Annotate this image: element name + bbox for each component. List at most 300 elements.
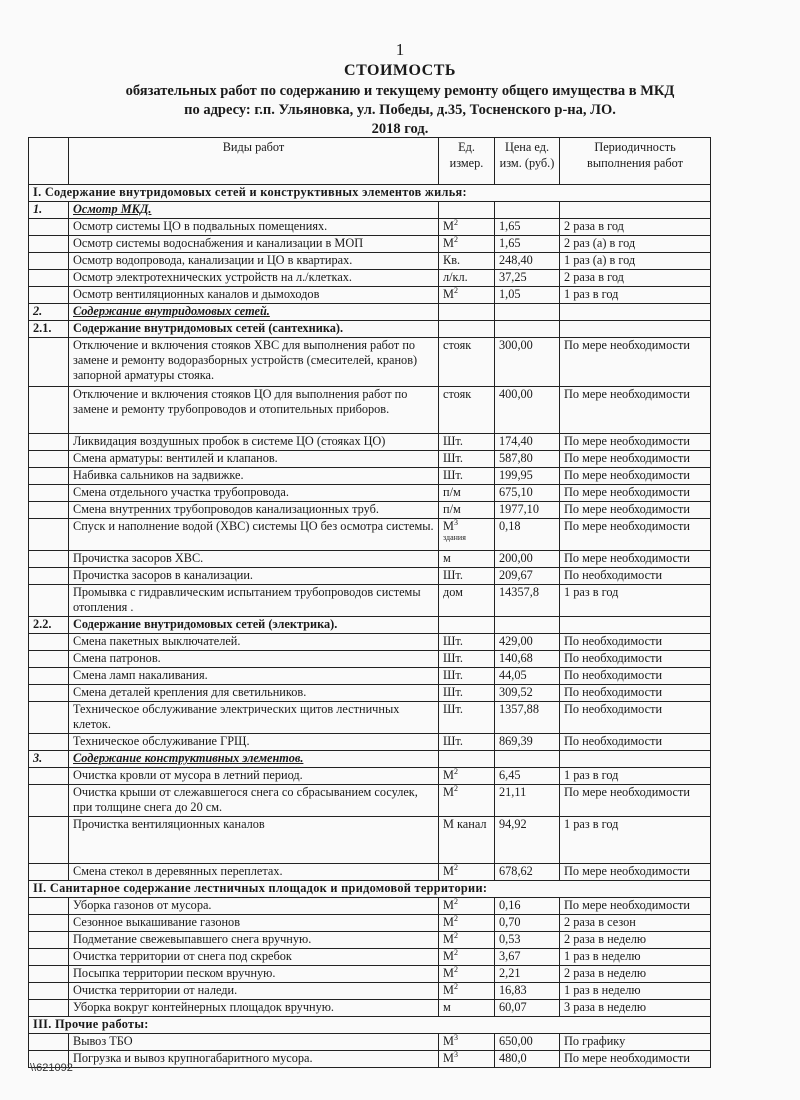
group-number: 2.2.	[29, 617, 69, 634]
group-number: 2.1.	[29, 321, 69, 338]
unit-superscript: 2	[453, 914, 458, 923]
unit-text: Шт.	[443, 568, 463, 582]
unit-cell	[439, 685, 495, 702]
unit-cell	[439, 485, 495, 502]
price-cell: 0,16	[495, 898, 560, 915]
header-unit: Ед. измер.	[439, 138, 495, 185]
document-address: по адресу: г.п. Ульяновка, ул. Победы, д.35, Тосненского р-на, ЛО.	[184, 102, 616, 118]
work-cell: Смена отдельного участка трубопровода.	[69, 485, 439, 502]
unit-cell	[439, 1000, 495, 1017]
work-cell: Ликвидация воздушных пробок в системе ЦО (стояках ЦО)	[69, 434, 439, 451]
row-number	[29, 585, 69, 617]
work-cell: Набивка сальников на задвижке.	[69, 468, 439, 485]
empty-cell	[560, 304, 711, 321]
row-number	[29, 468, 69, 485]
row-number	[29, 253, 69, 270]
price-cell: 174,40	[495, 434, 560, 451]
work-cell: Подметание свежевыпавшего снега вручную.	[69, 932, 439, 949]
unit-text: М	[443, 236, 454, 250]
table-row	[29, 915, 711, 932]
period-cell: 2 раза в неделю	[560, 932, 711, 949]
work-cell: Прочистка засоров в канализации.	[69, 568, 439, 585]
unit-cell	[439, 864, 495, 881]
price-cell: 209,67	[495, 568, 560, 585]
unit-text: М	[443, 915, 454, 929]
table-row	[29, 502, 711, 519]
row-number	[29, 1034, 69, 1051]
unit-text: Шт.	[443, 651, 463, 665]
group-row	[29, 202, 711, 219]
work-cell: Техническое обслуживание ГРЩ.	[69, 734, 439, 751]
header-price: Цена ед. изм. (руб.)	[495, 138, 560, 185]
work-cell: Уборка вокруг контейнерных площадок вручную.	[69, 1000, 439, 1017]
period-cell: По графику	[560, 1034, 711, 1051]
unit-superscript: 2	[453, 965, 458, 974]
group-number: 3.	[29, 751, 69, 768]
row-number	[29, 817, 69, 864]
empty-cell	[439, 304, 495, 321]
price-cell: 675,10	[495, 485, 560, 502]
price-cell: 6,45	[495, 768, 560, 785]
unit-text: л/кл.	[443, 270, 468, 284]
row-number	[29, 898, 69, 915]
unit-cell	[439, 932, 495, 949]
unit-superscript: 2	[453, 863, 458, 872]
table-row	[29, 1000, 711, 1017]
period-cell: По мере необходимости	[560, 898, 711, 915]
price-cell: 1,65	[495, 236, 560, 253]
row-number	[29, 502, 69, 519]
document-code: \\621092	[30, 1062, 73, 1074]
work-cell: Смена деталей крепления для светильников.	[69, 685, 439, 702]
price-cell: 1357,88	[495, 702, 560, 734]
row-number	[29, 932, 69, 949]
group-title: Осмотр МКД.	[69, 202, 439, 219]
price-cell: 2,21	[495, 966, 560, 983]
empty-cell	[495, 304, 560, 321]
period-cell: По мере необходимости	[560, 468, 711, 485]
unit-note: здания	[443, 533, 466, 542]
table-row	[29, 785, 711, 817]
unit-text: М	[443, 785, 454, 799]
empty-cell	[495, 751, 560, 768]
empty-cell	[439, 202, 495, 219]
table-row	[29, 817, 711, 864]
unit-cell	[439, 1034, 495, 1051]
price-cell: 480,0	[495, 1051, 560, 1068]
unit-cell	[439, 983, 495, 1000]
unit-text: Кв.	[443, 253, 461, 267]
unit-cell	[439, 668, 495, 685]
group-row	[29, 304, 711, 321]
table-row	[29, 1051, 711, 1068]
group-row	[29, 751, 711, 768]
unit-cell	[439, 898, 495, 915]
table-row	[29, 236, 711, 253]
price-cell: 1,65	[495, 219, 560, 236]
unit-cell	[439, 551, 495, 568]
period-cell: 1 раз (а) в год	[560, 253, 711, 270]
row-number	[29, 568, 69, 585]
price-cell: 678,62	[495, 864, 560, 881]
period-cell: По мере необходимости	[560, 485, 711, 502]
unit-superscript: 3	[453, 1050, 458, 1059]
price-cell: 60,07	[495, 1000, 560, 1017]
period-cell: По необходимости	[560, 634, 711, 651]
works-table	[28, 137, 711, 1068]
section-title: III. Прочие работы:	[29, 1017, 711, 1034]
period-cell: 2 раза в год	[560, 219, 711, 236]
period-cell: По необходимости	[560, 651, 711, 668]
price-cell: 0,18	[495, 519, 560, 551]
period-cell: 1 раз в год	[560, 817, 711, 864]
work-cell: Промывка с гидравлическим испытанием трубопроводов системы отопления .	[69, 585, 439, 617]
unit-cell	[439, 236, 495, 253]
subgroup-row	[29, 617, 711, 634]
price-cell: 0,70	[495, 915, 560, 932]
work-cell: Отключение и включения стояков ХВС для выполнения работ по замене и ремонту водоразборных устройств (смесителей, кранов) запорной арматуры стояка.	[69, 338, 439, 387]
price-cell: 140,68	[495, 651, 560, 668]
unit-cell	[439, 966, 495, 983]
work-cell: Отключение и включения стояков ЦО для выполнения работ по замене и ремонту трубопроводов и отопительных приборов.	[69, 387, 439, 434]
work-cell: Очистка кровли от мусора в летний период.	[69, 768, 439, 785]
work-cell: Погрузка и вывоз крупногабаритного мусора.	[69, 1051, 439, 1068]
row-number	[29, 702, 69, 734]
unit-cell	[439, 949, 495, 966]
price-cell: 44,05	[495, 668, 560, 685]
unit-text: М	[443, 949, 454, 963]
period-cell: По необходимости	[560, 702, 711, 734]
unit-superscript: 2	[453, 982, 458, 991]
row-number	[29, 338, 69, 387]
table-body	[29, 185, 711, 1068]
row-number	[29, 785, 69, 817]
unit-cell	[439, 702, 495, 734]
unit-superscript: 2	[453, 897, 458, 906]
row-number	[29, 485, 69, 502]
document-title: СТОИМОСТЬ	[344, 62, 456, 79]
unit-cell	[439, 387, 495, 434]
unit-cell	[439, 451, 495, 468]
unit-superscript: 2	[453, 235, 458, 244]
unit-cell	[439, 915, 495, 932]
period-cell: По мере необходимости	[560, 519, 711, 551]
row-number	[29, 387, 69, 434]
work-cell: Очистка территории от наледи.	[69, 983, 439, 1000]
price-cell: 300,00	[495, 338, 560, 387]
period-cell: По мере необходимости	[560, 551, 711, 568]
unit-text: м	[443, 1000, 451, 1014]
table-row	[29, 966, 711, 983]
work-cell: Вывоз ТБО	[69, 1034, 439, 1051]
price-cell: 3,67	[495, 949, 560, 966]
empty-cell	[439, 751, 495, 768]
row-number	[29, 983, 69, 1000]
period-cell: По мере необходимости	[560, 864, 711, 881]
price-cell: 400,00	[495, 387, 560, 434]
period-cell: 3 раза в неделю	[560, 1000, 711, 1017]
table-row	[29, 519, 711, 551]
empty-cell	[439, 617, 495, 634]
unit-text: стояк	[443, 387, 472, 401]
period-cell: 1 раз в неделю	[560, 949, 711, 966]
unit-superscript: 2	[453, 931, 458, 940]
table-row	[29, 864, 711, 881]
table-row	[29, 585, 711, 617]
period-cell: По мере необходимости	[560, 387, 711, 434]
unit-text: п/м	[443, 502, 461, 516]
table-row	[29, 219, 711, 236]
table-row	[29, 451, 711, 468]
unit-text: Шт.	[443, 685, 463, 699]
row-number	[29, 768, 69, 785]
unit-cell	[439, 270, 495, 287]
header-number	[29, 138, 69, 185]
price-cell: 429,00	[495, 634, 560, 651]
table-row	[29, 949, 711, 966]
unit-text: М	[443, 1051, 454, 1065]
unit-cell	[439, 768, 495, 785]
group-number: 1.	[29, 202, 69, 219]
table-row	[29, 434, 711, 451]
unit-cell	[439, 651, 495, 668]
unit-text: Шт.	[443, 702, 463, 716]
section-row	[29, 185, 711, 202]
table-row	[29, 338, 711, 387]
row-number	[29, 1000, 69, 1017]
unit-text: М	[443, 219, 454, 233]
header-period: Периодичность выполнения работ	[560, 138, 711, 185]
unit-superscript: 3	[453, 1033, 458, 1042]
period-cell: 2 раза в год	[560, 270, 711, 287]
unit-text: п/м	[443, 485, 461, 499]
empty-cell	[439, 321, 495, 338]
price-cell: 94,92	[495, 817, 560, 864]
period-cell: По необходимости	[560, 685, 711, 702]
unit-text: Шт.	[443, 734, 463, 748]
period-cell: По мере необходимости	[560, 785, 711, 817]
table-row	[29, 983, 711, 1000]
price-cell: 200,00	[495, 551, 560, 568]
table-row	[29, 568, 711, 585]
unit-text: дом	[443, 585, 463, 599]
empty-cell	[560, 617, 711, 634]
table-row	[29, 253, 711, 270]
unit-cell	[439, 219, 495, 236]
row-number	[29, 864, 69, 881]
unit-cell	[439, 468, 495, 485]
row-number	[29, 519, 69, 551]
unit-text: М	[443, 864, 454, 878]
unit-text: М	[443, 519, 454, 533]
empty-cell	[560, 202, 711, 219]
price-cell: 309,52	[495, 685, 560, 702]
work-cell: Осмотр водопровода, канализации и ЦО в квартирах.	[69, 253, 439, 270]
unit-text: М	[443, 287, 454, 301]
table-row	[29, 387, 711, 434]
unit-superscript: 2	[453, 784, 458, 793]
work-cell: Смена патронов.	[69, 651, 439, 668]
document-year: 2018 год.	[371, 121, 429, 137]
period-cell: 1 раз в год	[560, 287, 711, 304]
row-number	[29, 634, 69, 651]
period-cell: 1 раз в год	[560, 585, 711, 617]
table-row	[29, 932, 711, 949]
table-row	[29, 651, 711, 668]
unit-text: М	[443, 966, 454, 980]
period-cell: По необходимости	[560, 734, 711, 751]
period-cell: 2 раз (а) в год	[560, 236, 711, 253]
group-title: Содержание внутридомовых сетей (сантехника).	[69, 321, 439, 338]
table-row	[29, 685, 711, 702]
work-cell: Прочистка вентиляционных каналов	[69, 817, 439, 864]
price-cell: 869,39	[495, 734, 560, 751]
work-cell: Смена внутренних трубопроводов канализационных труб.	[69, 502, 439, 519]
unit-cell	[439, 817, 495, 864]
work-cell: Осмотр электротехнических устройств на л./клетках.	[69, 270, 439, 287]
empty-cell	[560, 751, 711, 768]
row-number	[29, 287, 69, 304]
price-cell: 248,40	[495, 253, 560, 270]
empty-cell	[495, 321, 560, 338]
price-cell: 1977,10	[495, 502, 560, 519]
work-cell: Смена пакетных выключателей.	[69, 634, 439, 651]
table-row	[29, 634, 711, 651]
group-title: Содержание внутридомовых сетей.	[69, 304, 439, 321]
work-cell: Прочистка засоров ХВС.	[69, 551, 439, 568]
unit-text: М	[443, 1034, 454, 1048]
period-cell: По мере необходимости	[560, 338, 711, 387]
period-cell: 2 раза в сезон	[560, 915, 711, 932]
unit-text: Шт.	[443, 468, 463, 482]
row-number	[29, 668, 69, 685]
table-row	[29, 287, 711, 304]
row-number	[29, 685, 69, 702]
unit-superscript: 2	[453, 286, 458, 295]
period-cell: 2 раза в неделю	[560, 966, 711, 983]
price-cell: 1,05	[495, 287, 560, 304]
price-cell: 21,11	[495, 785, 560, 817]
unit-cell	[439, 338, 495, 387]
page-number: 1	[395, 40, 405, 59]
document-subtitle: обязательных работ по содержанию и текущему ремонту общего имущества в МКД	[125, 83, 675, 99]
work-cell: Спуск и наполнение водой (ХВС) системы ЦО без осмотра системы.	[69, 519, 439, 551]
unit-superscript: 2	[453, 218, 458, 227]
empty-cell	[560, 321, 711, 338]
table-row	[29, 551, 711, 568]
unit-cell	[439, 287, 495, 304]
row-number	[29, 434, 69, 451]
row-number	[29, 219, 69, 236]
price-cell: 14357,8	[495, 585, 560, 617]
period-cell: По мере необходимости	[560, 502, 711, 519]
table-header-row	[29, 138, 711, 185]
table-row	[29, 668, 711, 685]
work-cell: Осмотр системы водоснабжения и канализации в МОП	[69, 236, 439, 253]
table-row	[29, 898, 711, 915]
price-cell: 587,80	[495, 451, 560, 468]
unit-superscript: 2	[453, 948, 458, 957]
unit-text: Шт.	[443, 668, 463, 682]
unit-cell	[439, 502, 495, 519]
group-number: 2.	[29, 304, 69, 321]
work-cell: Осмотр вентиляционных каналов и дымоходов	[69, 287, 439, 304]
work-cell: Техническое обслуживание электрических щитов лестничных клеток.	[69, 702, 439, 734]
period-cell: По необходимости	[560, 568, 711, 585]
unit-cell	[439, 785, 495, 817]
section-title: II. Санитарное содержание лестничных площадок и придомовой территории:	[29, 881, 711, 898]
row-number	[29, 949, 69, 966]
unit-cell	[439, 734, 495, 751]
table-row	[29, 270, 711, 287]
unit-cell	[439, 568, 495, 585]
work-cell: Очистка территории от снега под скребок	[69, 949, 439, 966]
unit-cell	[439, 519, 495, 551]
unit-text: М	[443, 768, 454, 782]
row-number	[29, 966, 69, 983]
work-cell: Очистка крыши от слежавшегося снега со сбрасыванием сосулек, при толщине снега до 20 см.	[69, 785, 439, 817]
period-cell: По мере необходимости	[560, 434, 711, 451]
table-row	[29, 1034, 711, 1051]
price-cell: 0,53	[495, 932, 560, 949]
unit-text: М канал	[443, 817, 487, 831]
unit-text: М	[443, 932, 454, 946]
work-cell: Смена арматуры: вентилей и клапанов.	[69, 451, 439, 468]
table-row	[29, 468, 711, 485]
unit-superscript: 3	[453, 518, 458, 527]
unit-cell	[439, 634, 495, 651]
unit-text: м	[443, 551, 451, 565]
row-number	[29, 236, 69, 253]
work-cell: Смена стекол в деревянных переплетах.	[69, 864, 439, 881]
work-cell: Уборка газонов от мусора.	[69, 898, 439, 915]
unit-text: Шт.	[443, 451, 463, 465]
row-number	[29, 451, 69, 468]
subgroup-row	[29, 321, 711, 338]
section-row	[29, 881, 711, 898]
price-cell: 16,83	[495, 983, 560, 1000]
section-title: I. Содержание внутридомовых сетей и конструктивных элементов жилья:	[29, 185, 711, 202]
table-row	[29, 485, 711, 502]
period-cell: По необходимости	[560, 668, 711, 685]
table-row	[29, 702, 711, 734]
empty-cell	[495, 617, 560, 634]
header-work: Виды работ	[69, 138, 439, 185]
work-cell: Сезонное выкашивание газонов	[69, 915, 439, 932]
unit-cell	[439, 253, 495, 270]
work-cell: Осмотр системы ЦО в подвальных помещениях.	[69, 219, 439, 236]
row-number	[29, 734, 69, 751]
work-cell: Смена ламп накаливания.	[69, 668, 439, 685]
period-cell: По мере необходимости	[560, 451, 711, 468]
unit-cell	[439, 1051, 495, 1068]
price-cell: 199,95	[495, 468, 560, 485]
period-cell: По мере необходимости	[560, 1051, 711, 1068]
table-row	[29, 768, 711, 785]
period-cell: 1 раз в год	[560, 768, 711, 785]
unit-text: Шт.	[443, 634, 463, 648]
unit-cell	[439, 585, 495, 617]
row-number	[29, 270, 69, 287]
work-cell: Посыпка территории песком вручную.	[69, 966, 439, 983]
price-cell: 37,25	[495, 270, 560, 287]
price-cell: 650,00	[495, 1034, 560, 1051]
period-cell: 1 раз в неделю	[560, 983, 711, 1000]
empty-cell	[495, 202, 560, 219]
row-number	[29, 915, 69, 932]
row-number	[29, 651, 69, 668]
unit-text: М	[443, 898, 454, 912]
